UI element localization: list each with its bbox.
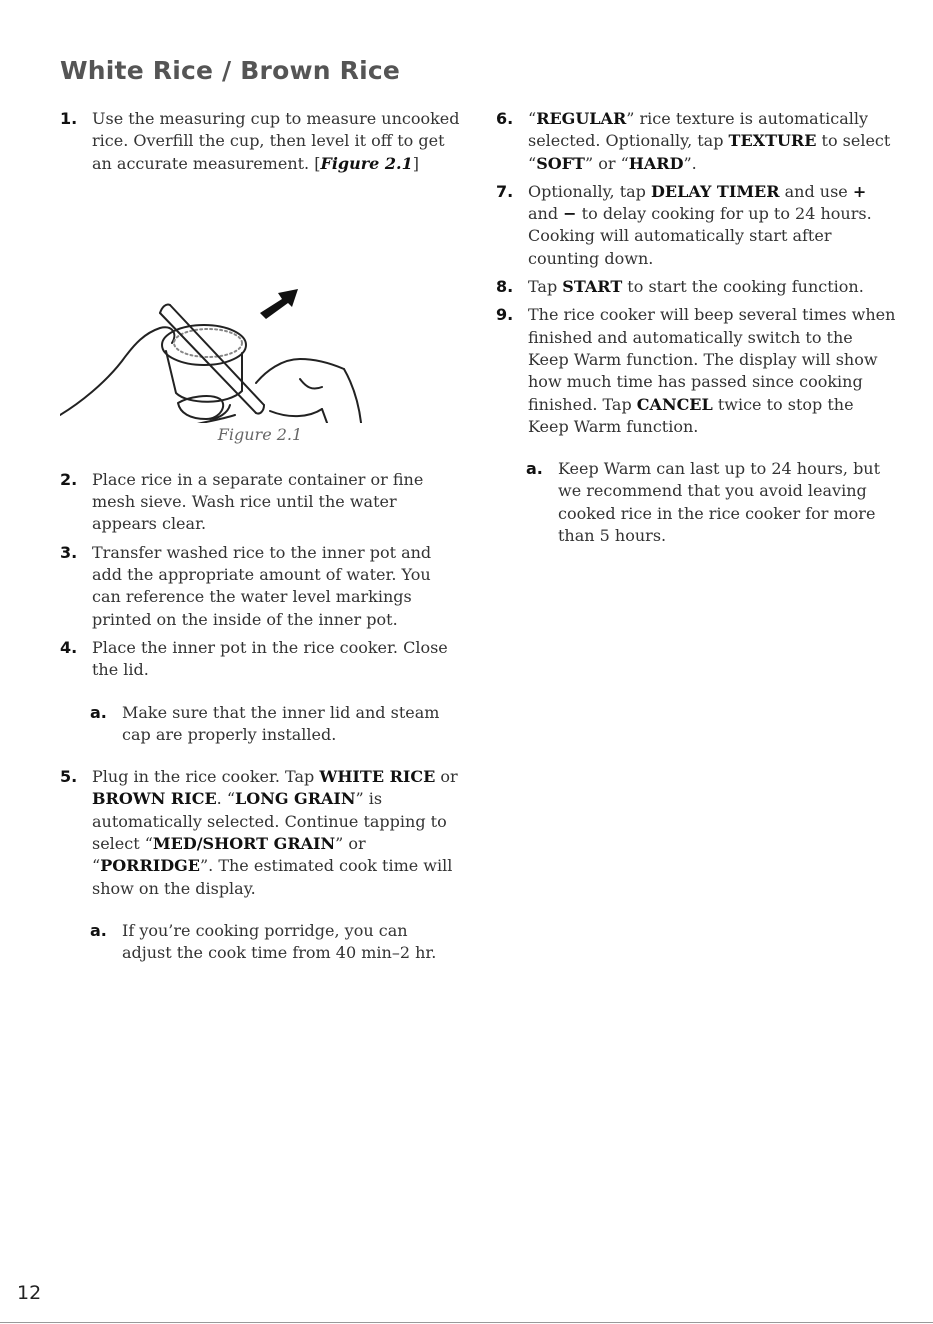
step-number: 1. [60, 109, 78, 128]
right-column [496, 108, 896, 567]
porridge-label: PORRIDGE [100, 856, 200, 876]
left-column [60, 108, 460, 985]
step-number: 2. [60, 469, 78, 489]
measuring-cup-illustration [60, 183, 460, 423]
step-6 [496, 108, 896, 175]
delay-timer-label: DELAY TIMER [651, 181, 780, 201]
med-short-grain-label: MED/SHORT GRAIN [152, 834, 336, 854]
step-8 [496, 276, 896, 298]
step-3 [60, 542, 460, 631]
step-number: 5. [60, 767, 78, 787]
step-4-substep-a [60, 702, 460, 747]
step-5 [60, 766, 460, 900]
step-text: The rice cooker will beep several times when finished and automatically switch to the Keep Warm function. The display will show how much time has passed since cooking finished. Tap [528, 305, 896, 414]
step-9 [496, 304, 896, 438]
step-text: and [528, 204, 564, 224]
step-text: Tap [528, 277, 563, 297]
step-text: ” or “ [584, 153, 629, 173]
step-text: . “ [216, 789, 235, 809]
step-text: Place rice in a separate container or fine mesh sieve. Wash rice until the water appears clear. [92, 469, 424, 534]
step-number: 8. [496, 277, 514, 297]
step-text: ”. [683, 153, 697, 173]
step-text: Transfer washed rice to the inner pot and add the appropriate amount of water. You can reference the water level markings printed on the inside of the inner pot. [92, 542, 432, 629]
step-text: and use [779, 181, 853, 201]
texture-label: TEXTURE [728, 131, 817, 151]
start-label: START [562, 277, 623, 297]
hard-label: HARD [628, 153, 684, 173]
substep-letter: a. [90, 702, 107, 722]
figure-caption: Figure 2.1 [217, 424, 303, 444]
step-number: 4. [60, 637, 78, 657]
cancel-label: CANCEL [636, 394, 713, 414]
substep-text: If you’re cooking porridge, you can adjust the cook time from 40 min–2 hr. [122, 920, 437, 963]
figure-reference: Figure 2.1 [320, 153, 413, 173]
step-1 [60, 108, 460, 175]
brown-rice-label: BROWN RICE [92, 789, 217, 809]
page-title: White Rice / Brown Rice [60, 56, 401, 85]
step-5-substep-a [60, 920, 460, 965]
step-text: “ [528, 109, 537, 128]
long-grain-label: LONG GRAIN [235, 789, 356, 809]
step-text: ” or “ [92, 834, 366, 876]
step-number: 9. [496, 305, 514, 325]
step-text: to delay cooking for up to 24 hours. Cooking will automatically start after counting down. [528, 204, 872, 268]
step-2 [60, 469, 460, 536]
step-text: ” is automatically selected. Continue tapping to select “ [92, 789, 447, 854]
step-number: 7. [496, 181, 514, 201]
step-text: ” rice texture is automatically selected. Optionally, tap [528, 109, 869, 151]
step-text: ”. The estimated cook time will show on the display. [92, 856, 453, 898]
soft-label: SOFT [536, 153, 585, 173]
regular-label: REGULAR [536, 109, 627, 128]
step-7 [496, 181, 896, 270]
page-number: 12 [17, 1282, 42, 1304]
step-text: Plug in the rice cooker. Tap [92, 767, 320, 787]
step-text: twice to stop the Keep Warm function. [528, 394, 854, 436]
figure-measuring-cup [60, 183, 460, 453]
arrow-icon [260, 289, 298, 319]
step-number: 6. [496, 109, 514, 128]
step-9-substep-a [496, 458, 896, 547]
step-text-end: ] [412, 153, 419, 173]
step-text: Optionally, tap [528, 181, 651, 201]
white-rice-label: WHITE RICE [319, 767, 436, 787]
substep-letter: a. [90, 920, 107, 940]
substep-text: Keep Warm can last up to 24 hours, but we recommend that you avoid leaving cooked rice in the rice cooker for more than 5 hours. [558, 459, 881, 546]
step-text: to select “ [528, 131, 891, 173]
step-text: Place the inner pot in the rice cooker. Close the lid. [92, 637, 448, 680]
step-number: 3. [60, 542, 78, 562]
step-text: Use the measuring cup to measure uncooked rice. Overfill the cup, then level it off to get an accurate measurement. [ [92, 109, 460, 173]
step-4 [60, 637, 460, 682]
step-text: to start the cooking function. [622, 277, 864, 297]
substep-text: Make sure that the inner lid and steam cap are properly installed. [122, 702, 440, 744]
minus-label: − [563, 204, 577, 224]
bottom-divider [0, 1322, 933, 1323]
step-text: or [435, 767, 458, 787]
substep-letter: a. [526, 459, 543, 479]
plus-label: + [852, 181, 867, 201]
